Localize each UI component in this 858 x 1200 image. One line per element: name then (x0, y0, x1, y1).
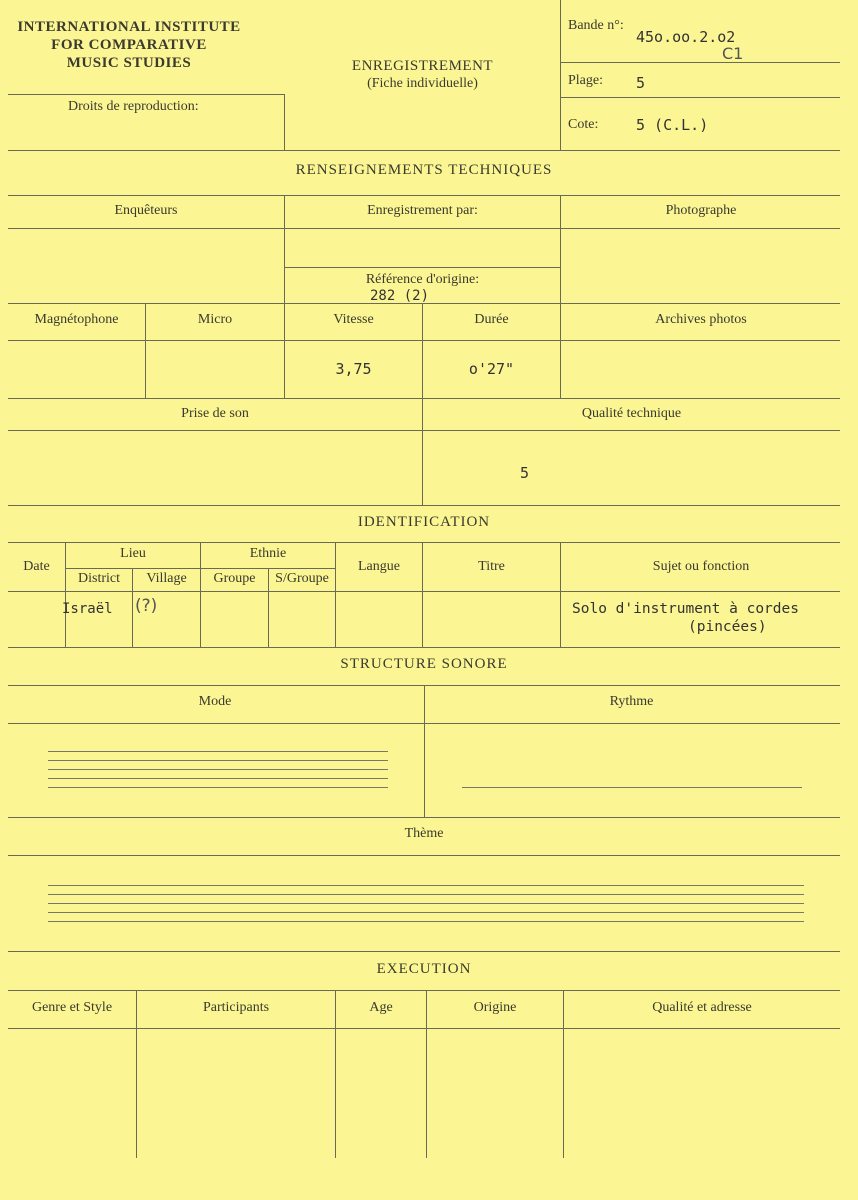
enregistrement-label: Enregistrement par: (367, 203, 478, 218)
vitesse-value: 3,75 (335, 360, 372, 378)
duree-label: Durée (474, 312, 509, 327)
duree-value: o'27" (468, 360, 515, 378)
reference-label: Référence d'origine: (365, 272, 480, 287)
plage-label: Plage: (568, 73, 603, 88)
participants-label: Participants (202, 1000, 270, 1015)
district-value: Israël (62, 601, 113, 617)
enqueteurs-label: Enquêteurs (114, 203, 178, 218)
district-note: (?) (135, 596, 158, 616)
rights-label: Droits de reproduction: (68, 99, 199, 114)
bande-value: 45o.oo.2.o2 (636, 28, 736, 46)
sujet-label: Sujet ou fonction (652, 559, 750, 574)
titre-label: Titre (478, 559, 505, 574)
magnetophone-label: Magnétophone (34, 312, 119, 327)
institute-name (0, 18, 258, 72)
institute-line-2: FOR COMPARATIVE (51, 37, 207, 53)
sujet-value-line2: (pincées) (688, 619, 767, 635)
qualite-adresse-label: Qualité et adresse (652, 1000, 752, 1015)
vitesse-label: Vitesse (333, 312, 374, 327)
micro-label: Micro (197, 312, 233, 327)
identification-section-title: IDENTIFICATION (357, 514, 491, 530)
theme-label: Thème (404, 826, 444, 841)
reference-value: 282 (2) (370, 288, 430, 304)
groupe-label: Groupe (213, 571, 256, 586)
photographe-label: Photographe (665, 203, 737, 218)
form-title: ENREGISTREMENT (351, 58, 494, 74)
institute-line-3: MUSIC STUDIES (66, 55, 192, 71)
origine-label: Origine (473, 1000, 517, 1015)
archives-label: Archives photos (655, 312, 747, 327)
village-label: Village (146, 571, 187, 586)
institute-line-1: INTERNATIONAL INSTITUTE (17, 19, 241, 35)
prise-label: Prise de son (181, 406, 249, 421)
qualite-label: Qualité technique (581, 406, 682, 421)
langue-label: Langue (358, 559, 400, 574)
mode-label: Mode (198, 694, 232, 709)
ethnie-label: Ethnie (249, 546, 287, 561)
bande-label: Bande n°: (568, 18, 624, 33)
structure-section-title: STRUCTURE SONORE (340, 656, 508, 672)
bande-note: C1 (722, 44, 744, 63)
genre-label: Genre et Style (31, 1000, 113, 1015)
cote-label: Cote: (568, 117, 599, 132)
age-label: Age (369, 1000, 393, 1015)
form-subtitle: (Fiche individuelle) (367, 76, 478, 91)
cote-value: 5 (C.L.) (636, 116, 709, 134)
lieu-label: Lieu (120, 546, 146, 561)
qualite-value: 5 (520, 464, 530, 482)
district-label: District (78, 571, 120, 586)
technical-section-title: RENSEIGNEMENTS TECHNIQUES (295, 162, 553, 178)
rythme-label: Rythme (609, 694, 654, 709)
plage-value: 5 (636, 74, 646, 92)
sgroupe-label: S/Groupe (275, 571, 329, 586)
rythme-line (462, 787, 802, 788)
date-label: Date (23, 559, 50, 574)
sujet-value-line1: Solo d'instrument à cordes (572, 601, 799, 617)
execution-section-title: EXECUTION (376, 961, 472, 977)
